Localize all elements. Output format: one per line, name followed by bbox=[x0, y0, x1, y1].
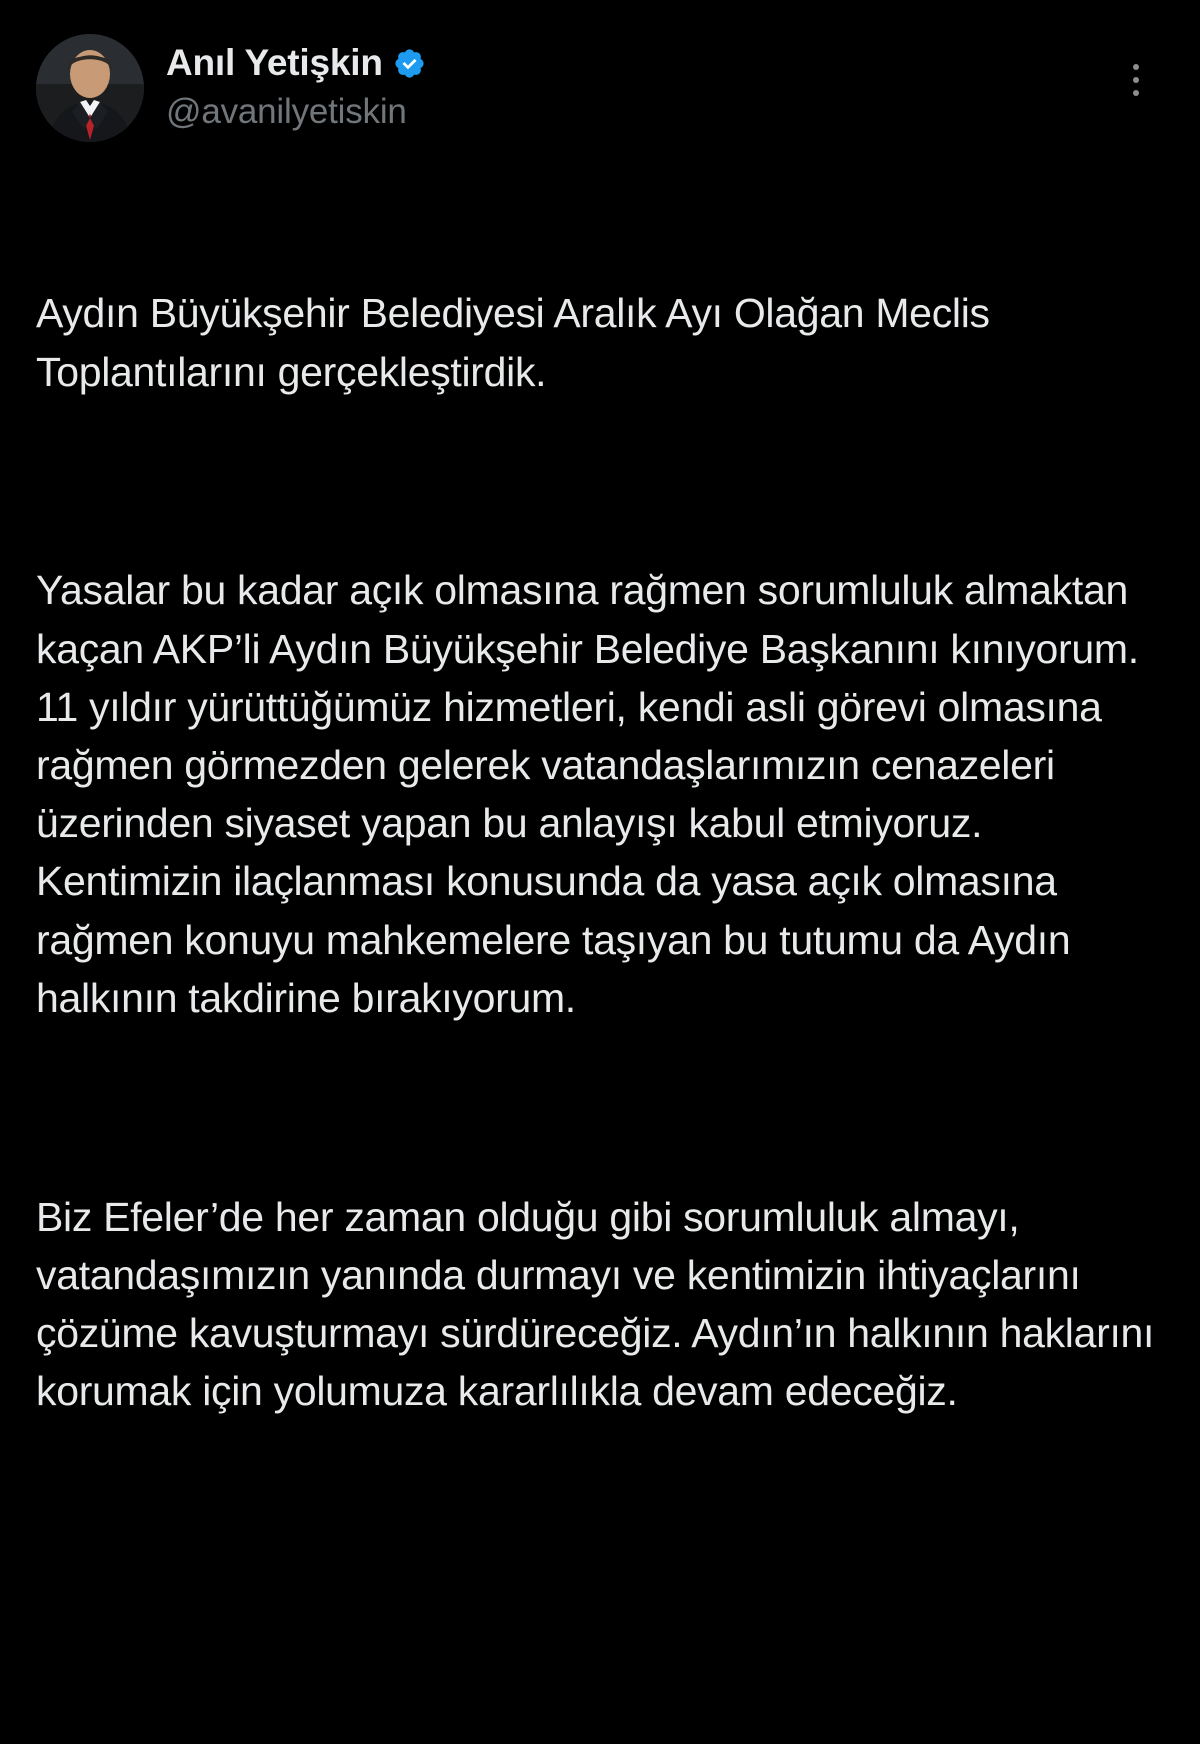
verified-badge-icon bbox=[393, 47, 426, 80]
tweet-text bbox=[36, 168, 1164, 1537]
avatar[interactable] bbox=[36, 34, 144, 142]
author-identity bbox=[166, 34, 426, 133]
tweet-paragraph: Yasalar bu kadar açık olmasına rağmen sorumluluk almaktan kaçan AKP’li Aydın Büyükşehir Belediye Başkanını kınıyorum. 11 yıldır yürüttüğümüz hizmetleri, kendi asli görevi olmasına rağmen görmezden gelerek vatandaşlarımızın cenazeleri üzerinden siyaset yapan bu anlayışı kabul etmiyoruz. Kentimizin ilaçlanması konusunda da yasa açık olmasına rağmen konuyu mahkemelere taşıyan bu tutumu da Aydın halkının takdirine bırakıyorum. bbox=[36, 567, 1150, 1021]
author-name-row[interactable] bbox=[166, 42, 426, 85]
more-options-icon[interactable] bbox=[1114, 56, 1158, 104]
tweet-paragraph: Biz Efeler’de her zaman olduğu gibi sorumluluk almayı, vatandaşımızın yanında durmayı ve kentimizin ihtiyaçlarını çözüme kavuşturmayı sürdüreceğiz. Aydın’ın halkının haklarını korumak için yolumuza kararlılıkla devam edeceğiz. bbox=[36, 1193, 1166, 1415]
tweet-paragraph: Aydın Büyükşehir Belediyesi Aralık Ayı Olağan Meclis Toplantılarını gerçekleştirdik. bbox=[36, 290, 1001, 395]
tweet-header bbox=[36, 34, 1164, 142]
user-photo-avatar-icon bbox=[36, 34, 144, 142]
author-display-name: Anıl Yetişkin bbox=[166, 42, 383, 83]
author-handle: @avanilyetiskin bbox=[166, 91, 407, 131]
